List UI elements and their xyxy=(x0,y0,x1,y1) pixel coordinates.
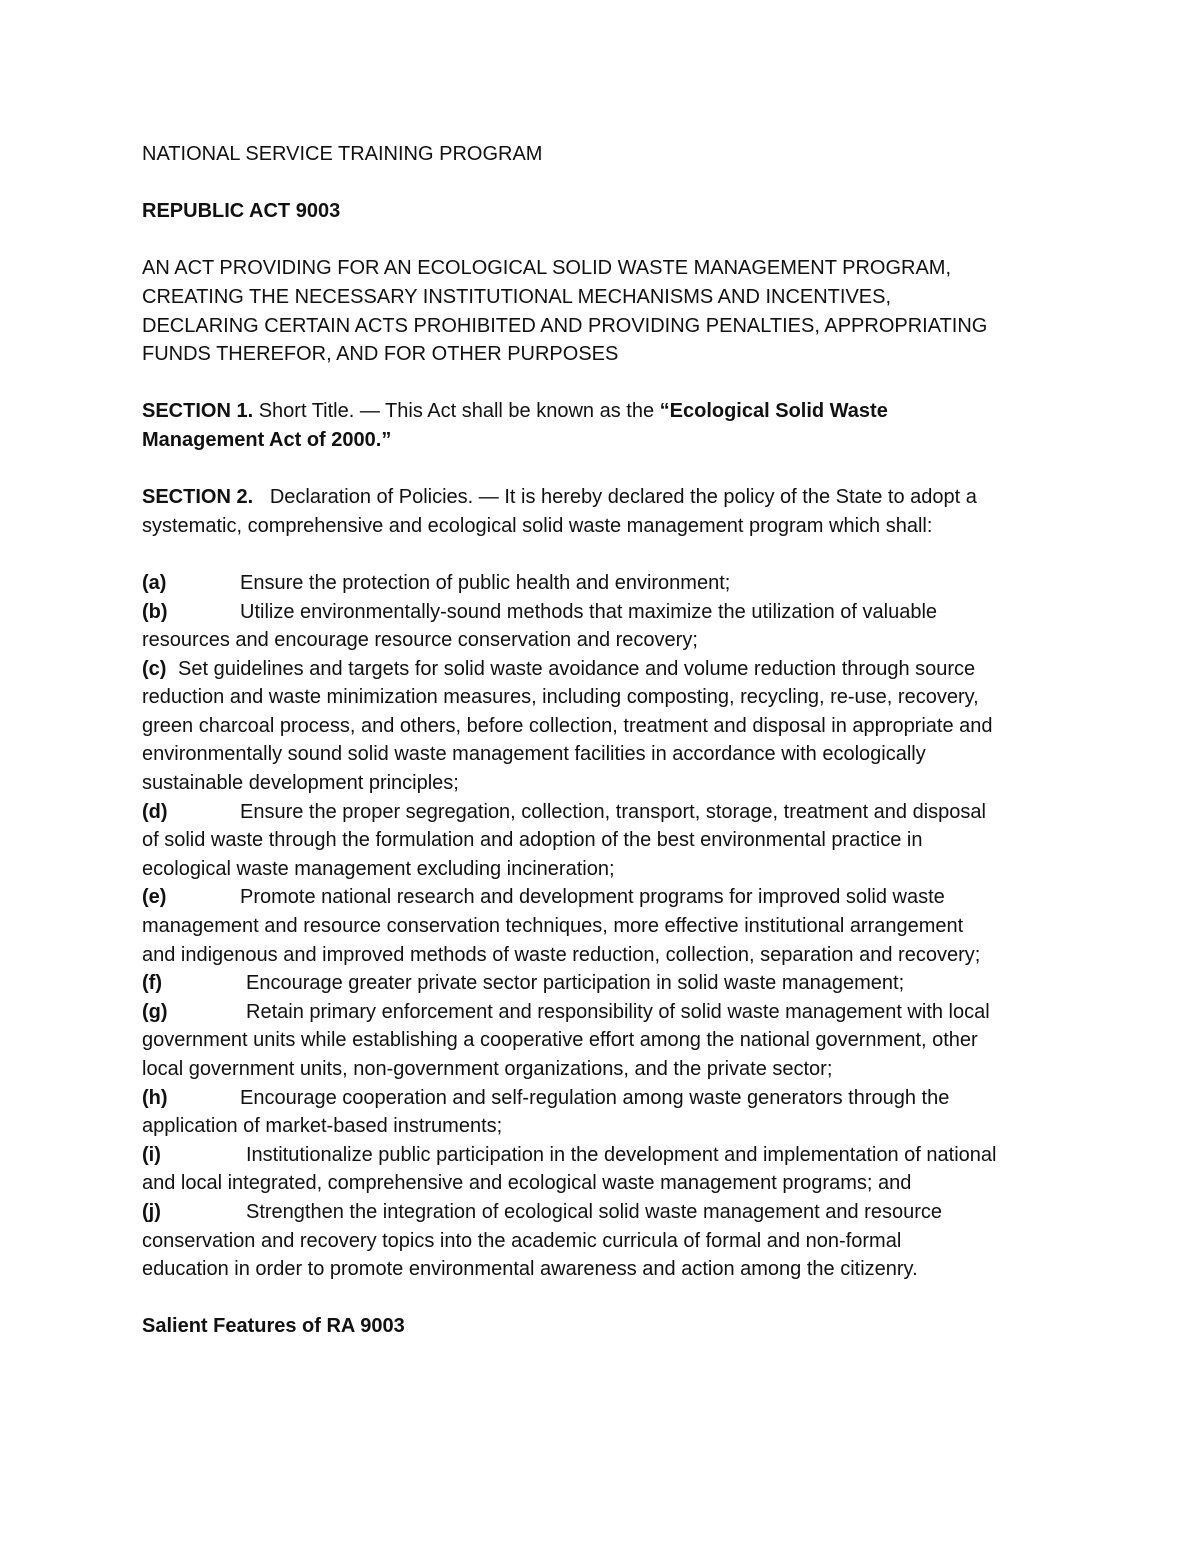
item-text: Retain primary enforcement and responsibility of solid waste management with local xyxy=(246,1000,990,1023)
act-number xyxy=(142,197,1082,226)
item-marker: (d) xyxy=(142,800,168,823)
item-text: Ensure the protection of public health and environment; xyxy=(240,571,731,594)
act-title-line: AN ACT PROVIDING FOR AN ECOLOGICAL SOLID WASTE MANAGEMENT PROGRAM, xyxy=(142,257,952,280)
section-1-label: SECTION 1. xyxy=(142,400,254,423)
item-text: Encourage greater private sector participation in solid waste management; xyxy=(246,972,905,995)
item-text: conservation and recovery topics into the academic curricula of formal and non-formal xyxy=(142,1229,902,1252)
section-2-label: SECTION 2. xyxy=(142,486,254,509)
spacer xyxy=(142,455,1082,484)
item-marker: (a) xyxy=(142,571,167,594)
item-text: local government units, non-government organizations, and the private sector; xyxy=(142,1058,833,1080)
item-text: ecological waste management excluding incineration; xyxy=(142,857,615,880)
section-2 xyxy=(142,483,1082,540)
item-text: Institutionalize public participation in the development and implementation of national xyxy=(246,1143,997,1166)
list-item xyxy=(142,1141,1082,1198)
item-marker: (h) xyxy=(142,1086,168,1109)
act-title-line: DECLARING CERTAIN ACTS PROHIBITED AND PROVIDING PENALTIES, APPROPRIATING xyxy=(142,314,988,337)
policy-list xyxy=(142,569,1082,1284)
list-item xyxy=(142,998,1082,1084)
item-text: Encourage cooperation and self-regulation among waste generators through the xyxy=(240,1086,950,1109)
item-text: Utilize environmentally-sound methods that maximize the utilization of valuable xyxy=(240,600,938,623)
item-text: of solid waste through the formulation and adoption of the best environmental practice in xyxy=(142,829,923,852)
item-text: and local integrated, comprehensive and ecological waste management programs; and xyxy=(142,1172,912,1195)
item-text: green charcoal process, and others, before collection, treatment and disposal in appropriate and xyxy=(142,714,993,737)
list-item xyxy=(142,569,1082,598)
list-item xyxy=(142,598,1082,655)
spacer xyxy=(142,369,1082,398)
spacer xyxy=(142,226,1082,255)
item-text: and indigenous and improved methods of waste reduction, collection, separation and recovery; xyxy=(142,943,981,966)
salient-features-heading xyxy=(142,1312,1082,1341)
item-text: reduction and waste minimization measures, including composting, recycling, re-use, recovery, xyxy=(142,686,979,709)
list-item xyxy=(142,1198,1082,1284)
list-item xyxy=(142,969,1082,998)
document-page xyxy=(142,140,1082,1341)
act-short-name-part2: Management Act of 2000.” xyxy=(142,428,392,451)
section-1-line xyxy=(142,426,1082,455)
section-2-intro: Declaration of Policies. — It is hereby declared the policy of the State to adopt a xyxy=(269,486,977,509)
item-text: Promote national research and development programs for improved solid waste xyxy=(240,886,945,909)
act-title xyxy=(142,254,1082,368)
act-title-line: FUNDS THEREFOR, AND FOR OTHER PURPOSES xyxy=(142,343,619,366)
section-2-line xyxy=(142,483,1082,512)
item-text: Ensure the proper segregation, collection, transport, storage, treatment and disposal xyxy=(240,800,986,823)
item-text: resources and encourage resource conservation and recovery; xyxy=(142,629,698,652)
item-text: application of market-based instruments; xyxy=(142,1115,503,1138)
section-1-line xyxy=(142,397,1082,426)
item-text: Set guidelines and targets for solid waste avoidance and volume reduction through source xyxy=(178,657,976,680)
act-number-text: REPUBLIC ACT 9003 xyxy=(142,200,341,223)
list-item xyxy=(142,883,1082,969)
item-marker: (j) xyxy=(142,1200,161,1223)
list-item xyxy=(142,1084,1082,1141)
item-marker: (e) xyxy=(142,886,167,909)
item-marker: (i) xyxy=(142,1143,161,1166)
item-text: government units while establishing a cooperative effort among the national government, other xyxy=(142,1029,978,1052)
spacer xyxy=(142,1284,1082,1313)
act-short-name-part1: “Ecological Solid Waste xyxy=(659,400,888,423)
item-marker: (b) xyxy=(142,600,168,623)
item-text: education in order to promote environmental awareness and action among the citizenry. xyxy=(142,1258,918,1281)
list-item xyxy=(142,798,1082,884)
item-text: management and resource conservation techniques, more effective institutional arrangement xyxy=(142,915,964,938)
act-title-line: CREATING THE NECESSARY INSTITUTIONAL MECHANISMS AND INCENTIVES, xyxy=(142,285,892,308)
item-marker: (f) xyxy=(142,972,162,995)
item-text: environmentally sound solid waste management facilities in accordance with ecologically xyxy=(142,743,926,766)
item-marker: (g) xyxy=(142,1000,168,1023)
salient-features-text: Salient Features of RA 9003 xyxy=(142,1315,405,1338)
program-heading: NATIONAL SERVICE TRAINING PROGRAM xyxy=(142,143,543,165)
list-item xyxy=(142,655,1082,798)
section-1-text: Short Title. — This Act shall be known as the xyxy=(253,400,660,423)
section-1 xyxy=(142,397,1082,454)
spacer xyxy=(142,540,1082,569)
spacer xyxy=(142,169,1082,198)
section-2-line: systematic, comprehensive and ecological solid waste management program which shall: xyxy=(142,514,933,537)
item-text: Strengthen the integration of ecological solid waste management and resource xyxy=(246,1200,942,1223)
item-marker: (c) xyxy=(142,657,167,680)
item-text: sustainable development principles; xyxy=(142,772,459,795)
